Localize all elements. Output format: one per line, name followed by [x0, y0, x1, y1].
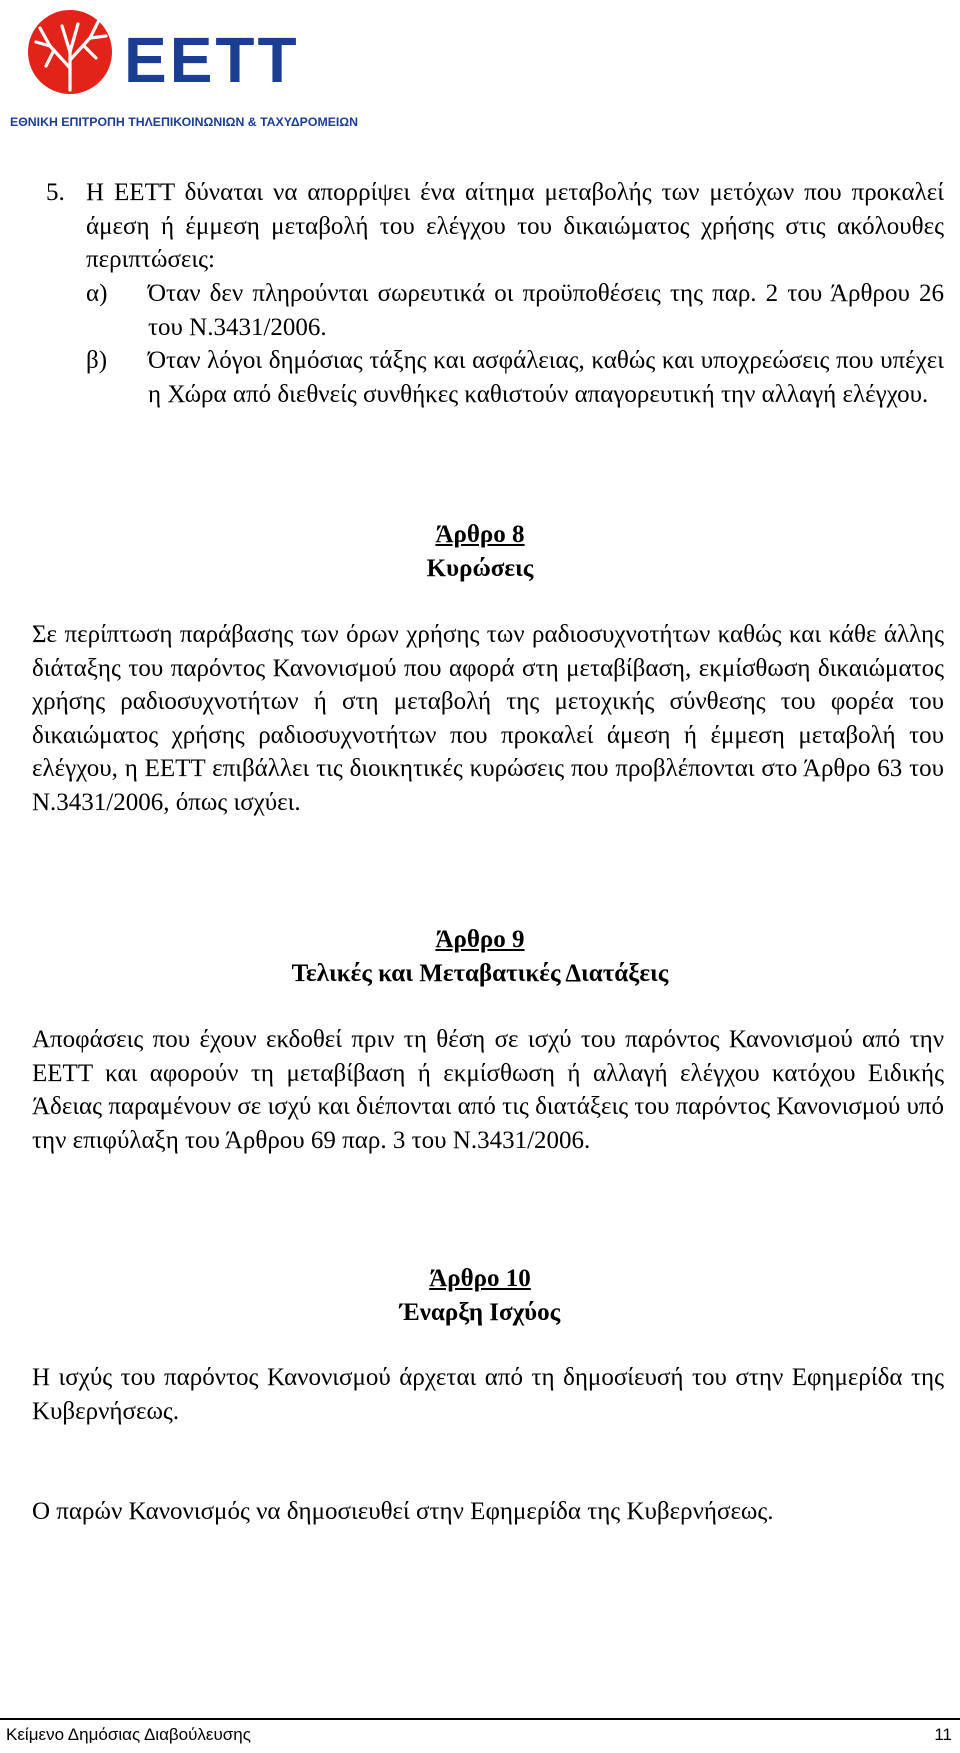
sub-item-a — [86, 277, 944, 344]
logo-subtitle: ΕΘΝΙΚΗ ΕΠΙΤΡΟΠΗ ΤΗΛΕΠΙΚΟΙΝΩΝΙΩΝ & ΤΑΧΥΔΡΟΜΕΙΩΝ — [10, 115, 359, 129]
closing-statement: Ο παρών Κανονισμός να δημοσιευθεί στην Εφημερίδα της Κυβερνήσεως. — [32, 1498, 774, 1525]
article-10-body: Η ισχύς του παρόντος Κανονισμού άρχεται από τη δημοσίευσή του στην Εφημερίδα της Κυβερνήσεως. — [32, 1364, 944, 1425]
sub-item-label: α) — [86, 280, 108, 307]
sub-item-a-text: Όταν δεν πληρούνται σωρευτικά οι προϋποθέσεις της παρ. 2 του Άρθρου 26 του Ν.3431/2006. — [148, 280, 944, 341]
footer-divider — [0, 1718, 960, 1720]
article-title: Τελικές και Μεταβατικές Διατάξεις — [291, 960, 669, 987]
article-number: Άρθρο 10 — [429, 1265, 531, 1292]
sub-item-b-text: Όταν λόγοι δημόσιας τάξης και ασφάλειας, καθώς και υποχρεώσεις που υπέχει η Χώρα από διεθνείς συνθήκες καθιστούν απαγορευτική την αλλαγή ελέγχου. — [148, 347, 944, 408]
article-8-title: Κυρώσεις — [426, 555, 534, 582]
sub-item-label: β) — [86, 347, 108, 374]
article-10-number — [0, 1262, 960, 1296]
page-number: 11 — [934, 1725, 952, 1744]
eett-logo-graphic — [6, 6, 376, 146]
article-9-title — [0, 957, 960, 991]
item-5-text: Η ΕΕΤΤ δύναται να απορρίψει ένα αίτημα μεταβολής των μετόχων που προκαλεί άμεση ή έμμεση μεταβολή του ελέγχου του δικαιώματος χρήσης στις ακόλουθες περιπτώσεις: — [86, 179, 944, 273]
sub-item-b — [86, 344, 944, 411]
article-10-title: Έναρξη Ισχύος — [399, 1299, 561, 1326]
logo-wordmark: ΕΕΤΤ — [124, 24, 300, 96]
footer-label: Κείμενο Δημόσιας Διαβούλευσης — [6, 1725, 251, 1744]
article-9-body: Αποφάσεις που έχουν εκδοθεί πριν τη θέση σε ισχύ του παρόντος Κανονισμού από την ΕΕΤΤ και αφορούν τη μεταβίβαση ή εκμίσθωση ή αλλαγή ελέγχου κατόχου Ειδικής Άδειας παραμένουν σε ισχύ και διέπονται από τις διατάξεις του παρόντος Κανονισμού υπό την επιφύλαξη του Άρθρου 69 παρ. 3 του Ν.3431/2006. — [32, 1026, 944, 1154]
article-number: Άρθρο 8 — [435, 521, 525, 548]
item-5 — [46, 176, 944, 277]
item-number: 5. — [46, 179, 65, 206]
article-8-body: Σε περίπτωση παράβασης των όρων χρήσης των ραδιοσυχνοτήτων καθώς και κάθε άλλης διάταξης του παρόντος Κανονισμού που αφορά στη μεταβίβαση, εκμίσθωση δικαιώματος χρήσης ραδιοσυχνοτήτων ή στη μεταβολή της μετοχικής σύνθεσης του φορέα του δικαιώματος χρήσης ραδιοσυχνοτήτων που προκαλεί άμεση ή έμμεση μεταβολή του ελέγχου, η ΕΕΤΤ επιβάλλει τις διοικητικές κυρώσεις που προβλέπονται στο Άρθρο 63 του Ν.3431/2006, όπως ισχύει. — [32, 621, 944, 816]
article-8-number — [0, 518, 960, 552]
article-number: Άρθρο 9 — [435, 926, 525, 953]
eett-logo — [6, 6, 376, 146]
article-9-number — [0, 923, 960, 957]
